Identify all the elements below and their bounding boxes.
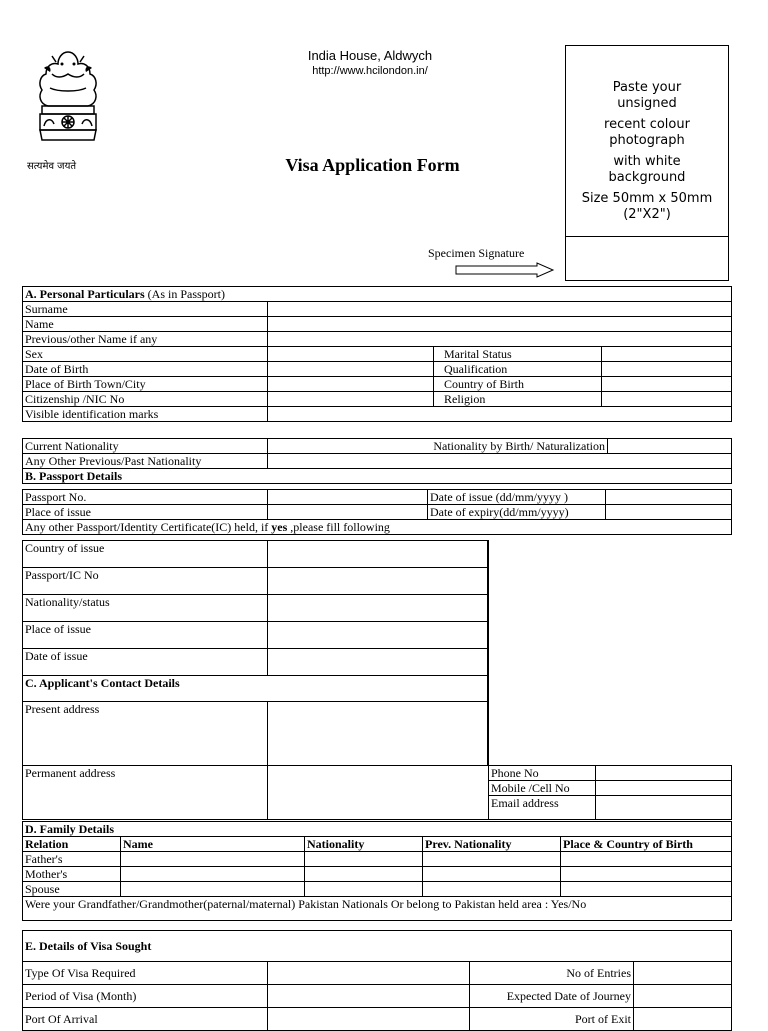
marital-status-field[interactable] bbox=[602, 347, 732, 362]
type-of-visa-label: Type Of Visa Required bbox=[23, 962, 268, 985]
sex-label: Sex bbox=[23, 347, 268, 362]
section-b-header: B. Passport Details bbox=[23, 469, 732, 484]
section-e-header: E. Details of Visa Sought bbox=[23, 931, 732, 962]
passport-table bbox=[22, 489, 732, 535]
country-of-issue-label: Country of issue bbox=[23, 541, 268, 568]
table-row bbox=[23, 852, 732, 867]
pakistan-nationals-question[interactable]: Were your Grandfather/Grandmother(paternal/maternal) Pakistan Nationals Or belong to Pakistan held area : Yes/No bbox=[23, 897, 732, 921]
passport-no-field[interactable] bbox=[268, 490, 428, 505]
relation-header: Relation bbox=[23, 837, 121, 852]
column-divider bbox=[487, 540, 488, 765]
section-a-header: A. Personal Particulars (As in Passport) bbox=[23, 287, 732, 302]
arrow-right-icon bbox=[455, 262, 555, 278]
place-of-issue-label: Place of issue bbox=[23, 505, 268, 520]
date-of-expiry-field[interactable] bbox=[606, 505, 732, 520]
place-country-of-birth-header: Place & Country of Birth bbox=[561, 837, 732, 852]
photo-box[interactable] bbox=[565, 45, 729, 281]
section-d-header: D. Family Details bbox=[23, 822, 732, 837]
citizenship-field[interactable] bbox=[268, 392, 434, 407]
type-of-visa-field[interactable] bbox=[268, 962, 470, 985]
date-of-issue-2-field[interactable] bbox=[268, 649, 489, 676]
mother-nationality-field[interactable] bbox=[305, 867, 423, 882]
country-of-birth-field[interactable] bbox=[602, 377, 732, 392]
previous-name-field[interactable] bbox=[268, 332, 732, 347]
name-label: Name bbox=[23, 317, 268, 332]
photo-instruction: unsigned bbox=[617, 96, 677, 111]
father-birthplace-field[interactable] bbox=[561, 852, 732, 867]
office-name: India House, Aldwych bbox=[307, 48, 433, 63]
dob-label: Date of Birth bbox=[23, 362, 268, 377]
table-row bbox=[23, 867, 732, 882]
citizenship-label: Citizenship /NIC No bbox=[23, 392, 268, 407]
father-nationality-field[interactable] bbox=[305, 852, 423, 867]
nationality-by-birth-label: Nationality by Birth/ Naturalization bbox=[268, 439, 608, 454]
motto-text: सत्यमेव जयते bbox=[27, 161, 77, 172]
religion-field[interactable] bbox=[602, 392, 732, 407]
personal-particulars-table bbox=[22, 286, 732, 422]
place-of-issue-2-label: Place of issue bbox=[23, 622, 268, 649]
father-name-field[interactable] bbox=[121, 852, 305, 867]
port-of-exit-label: Port of Exit bbox=[470, 1008, 634, 1031]
nationality-status-label: Nationality/status bbox=[23, 595, 268, 622]
mother-name-field[interactable] bbox=[121, 867, 305, 882]
place-of-issue-field[interactable] bbox=[268, 505, 428, 520]
date-of-expiry-label: Date of expiry(dd/mm/yyyy) bbox=[428, 505, 606, 520]
no-of-entries-field[interactable] bbox=[634, 962, 732, 985]
expected-date-field[interactable] bbox=[634, 985, 732, 1008]
national-emblem-icon bbox=[22, 44, 114, 176]
photo-size-inches: (2"X2") bbox=[623, 207, 671, 222]
spouse-birthplace-field[interactable] bbox=[561, 882, 732, 897]
visible-marks-label: Visible identification marks bbox=[23, 407, 268, 422]
visa-details-table bbox=[22, 930, 732, 1031]
surname-label: Surname bbox=[23, 302, 268, 317]
family-details-table bbox=[22, 821, 732, 921]
nationality-by-birth-field[interactable] bbox=[608, 439, 732, 454]
phone-label: Phone No bbox=[489, 766, 596, 781]
other-nationality-label: Any Other Previous/Past Nationality bbox=[23, 454, 268, 469]
signature-divider bbox=[566, 236, 728, 237]
previous-name-label: Previous/other Name if any bbox=[23, 332, 268, 347]
qualification-field[interactable] bbox=[602, 362, 732, 377]
nationality-header: Nationality bbox=[305, 837, 423, 852]
date-of-issue-2-label: Date of issue bbox=[23, 649, 268, 676]
port-of-exit-field[interactable] bbox=[634, 1008, 732, 1031]
email-field[interactable] bbox=[596, 796, 732, 820]
table-row bbox=[23, 882, 732, 897]
passport-ic-no-field[interactable] bbox=[268, 568, 489, 595]
photo-instruction: Paste your bbox=[612, 80, 682, 95]
email-label: Email address bbox=[489, 796, 596, 820]
specimen-signature-label: Specimen Signature bbox=[428, 246, 525, 260]
nationality-status-field[interactable] bbox=[268, 595, 489, 622]
sex-field[interactable] bbox=[268, 347, 434, 362]
visible-marks-field[interactable] bbox=[268, 407, 732, 422]
spouse-name-field[interactable] bbox=[121, 882, 305, 897]
marital-status-label: Marital Status bbox=[434, 347, 602, 362]
present-address-label: Present address bbox=[23, 702, 268, 766]
name-header: Name bbox=[121, 837, 305, 852]
mobile-field[interactable] bbox=[596, 781, 732, 796]
spouse-prev-nationality-field[interactable] bbox=[423, 882, 561, 897]
country-of-issue-field[interactable] bbox=[268, 541, 489, 568]
section-c-header: C. Applicant's Contact Details bbox=[23, 676, 489, 702]
no-of-entries-label: No of Entries bbox=[470, 962, 634, 985]
date-of-issue-field[interactable] bbox=[606, 490, 732, 505]
contact-table bbox=[22, 765, 732, 820]
country-of-birth-label: Country of Birth bbox=[434, 377, 602, 392]
photo-size: Size 50mm x 50mm bbox=[581, 191, 713, 206]
photo-instruction: with white bbox=[613, 154, 681, 169]
mother-prev-nationality-field[interactable] bbox=[423, 867, 561, 882]
current-nationality-label: Current Nationality bbox=[23, 439, 268, 454]
port-of-arrival-field[interactable] bbox=[268, 1008, 470, 1031]
place-of-issue-2-field[interactable] bbox=[268, 622, 489, 649]
relation-mother: Mother's bbox=[23, 867, 121, 882]
relation-father: Father's bbox=[23, 852, 121, 867]
place-of-birth-field[interactable] bbox=[268, 377, 434, 392]
place-of-birth-label: Place of Birth Town/City bbox=[23, 377, 268, 392]
period-of-visa-label: Period of Visa (Month) bbox=[23, 985, 268, 1008]
mother-birthplace-field[interactable] bbox=[561, 867, 732, 882]
form-title: Visa Application Form bbox=[285, 155, 460, 175]
port-of-arrival-label: Port Of Arrival bbox=[23, 1008, 268, 1031]
qualification-label: Qualification bbox=[434, 362, 602, 377]
photo-instruction: photograph bbox=[609, 133, 685, 148]
permanent-address-field[interactable] bbox=[268, 766, 489, 820]
passport-no-label: Passport No. bbox=[23, 490, 268, 505]
mobile-label: Mobile /Cell No bbox=[489, 781, 596, 796]
other-passport-question: Any other Passport/Identity Certificate(IC) held, if yes ,please fill following bbox=[23, 520, 732, 535]
surname-field[interactable] bbox=[268, 302, 732, 317]
father-prev-nationality-field[interactable] bbox=[423, 852, 561, 867]
expected-date-label: Expected Date of Journey bbox=[470, 985, 634, 1008]
period-of-visa-field[interactable] bbox=[268, 985, 470, 1008]
photo-instruction: recent colour bbox=[604, 117, 690, 132]
present-address-field[interactable] bbox=[268, 702, 489, 766]
spouse-nationality-field[interactable] bbox=[305, 882, 423, 897]
other-nationality-field[interactable] bbox=[268, 454, 732, 469]
phone-field[interactable] bbox=[596, 766, 732, 781]
name-field[interactable] bbox=[268, 317, 732, 332]
relation-spouse: Spouse bbox=[23, 882, 121, 897]
photo-instruction: background bbox=[608, 170, 686, 185]
other-passport-table bbox=[22, 540, 489, 766]
permanent-address-label: Permanent address bbox=[23, 766, 268, 820]
website-link[interactable]: http://www.hcilondon.in/ bbox=[312, 65, 428, 77]
nationality-table bbox=[22, 438, 732, 484]
passport-ic-no-label: Passport/IC No bbox=[23, 568, 268, 595]
date-of-issue-label: Date of issue (dd/mm/yyyy ) bbox=[428, 490, 606, 505]
prev-nationality-header: Prev. Nationality bbox=[423, 837, 561, 852]
dob-field[interactable] bbox=[268, 362, 434, 377]
religion-label: Religion bbox=[434, 392, 602, 407]
